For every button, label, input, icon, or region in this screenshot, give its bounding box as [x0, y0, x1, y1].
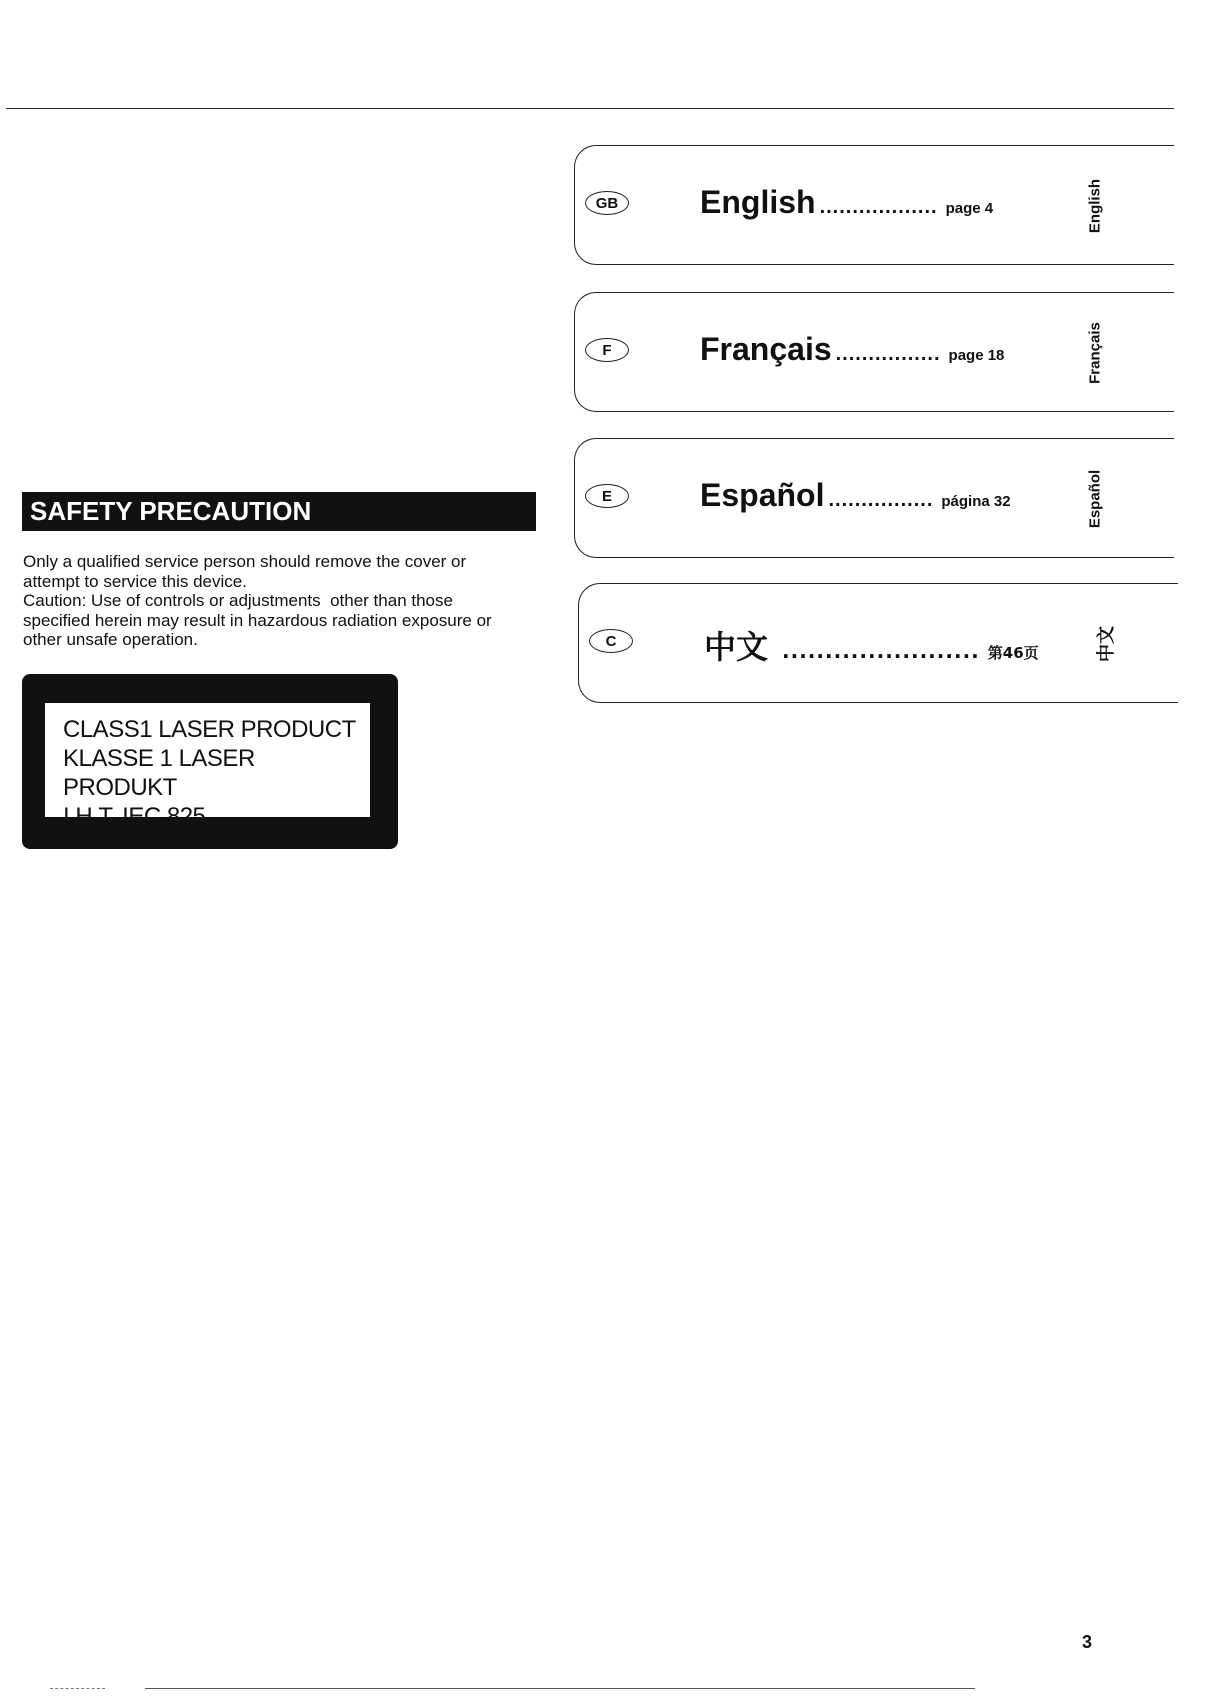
leader-dots: .................. — [819, 196, 938, 218]
safety-text — [23, 552, 553, 650]
laser-line: I.H.T. IEC 825 — [63, 803, 206, 830]
bottom-rule — [145, 1688, 975, 1689]
country-badge-f: F — [585, 338, 629, 362]
language-tab-english[interactable] — [574, 145, 1174, 265]
language-tab-chinese[interactable] — [578, 583, 1178, 703]
safety-line: attempt to service this device. — [23, 571, 247, 591]
safety-heading: SAFETY PRECAUTION — [22, 492, 536, 531]
language-entry — [700, 331, 1004, 368]
language-name: Français — [700, 331, 832, 367]
language-name: Español — [700, 477, 825, 513]
page-number: 3 — [1082, 1632, 1093, 1652]
tab-side-label: 中文 — [1096, 626, 1117, 662]
country-badge-gb: GB — [585, 191, 629, 215]
language-tab-spanish[interactable] — [574, 438, 1174, 558]
top-rule — [6, 108, 1174, 109]
page-reference: page 4 — [945, 200, 994, 217]
safety-line: specified herein may result in hazardous radiation exposure or — [23, 610, 492, 630]
safety-line: Caution: Use of controls or adjustments other than those — [23, 591, 453, 610]
laser-line: CLASS1 LASER PRODUCT — [63, 716, 356, 743]
leader-dots: ................ — [828, 489, 934, 511]
language-entry — [700, 477, 1011, 514]
language-tab-french[interactable] — [574, 292, 1174, 412]
safety-line: Only a qualified service person should remove the cover or — [23, 552, 467, 571]
leader-dots: ....................... — [782, 639, 980, 663]
laser-label-text — [45, 703, 370, 830]
laser-label — [22, 674, 398, 849]
tab-side-label: Español — [1086, 469, 1104, 529]
laser-line: KLASSE 1 LASER PRODUKT — [63, 745, 255, 801]
page-reference: page 18 — [948, 347, 1005, 364]
language-entry — [700, 184, 993, 221]
country-badge-e: E — [585, 484, 629, 508]
bottom-rule-dashed — [50, 1688, 105, 1689]
leader-dots: ................ — [835, 343, 941, 365]
country-badge-c: C — [589, 629, 633, 653]
language-name: English — [700, 184, 816, 220]
tab-side-label: English — [1086, 178, 1104, 234]
language-name: 中文 — [704, 628, 769, 666]
safety-line: other unsafe operation. — [23, 630, 198, 649]
page-reference: página 32 — [941, 493, 1011, 510]
language-entry — [704, 622, 1039, 668]
page-reference: 第46页 — [987, 644, 1039, 662]
tab-side-label: Français — [1086, 322, 1104, 384]
